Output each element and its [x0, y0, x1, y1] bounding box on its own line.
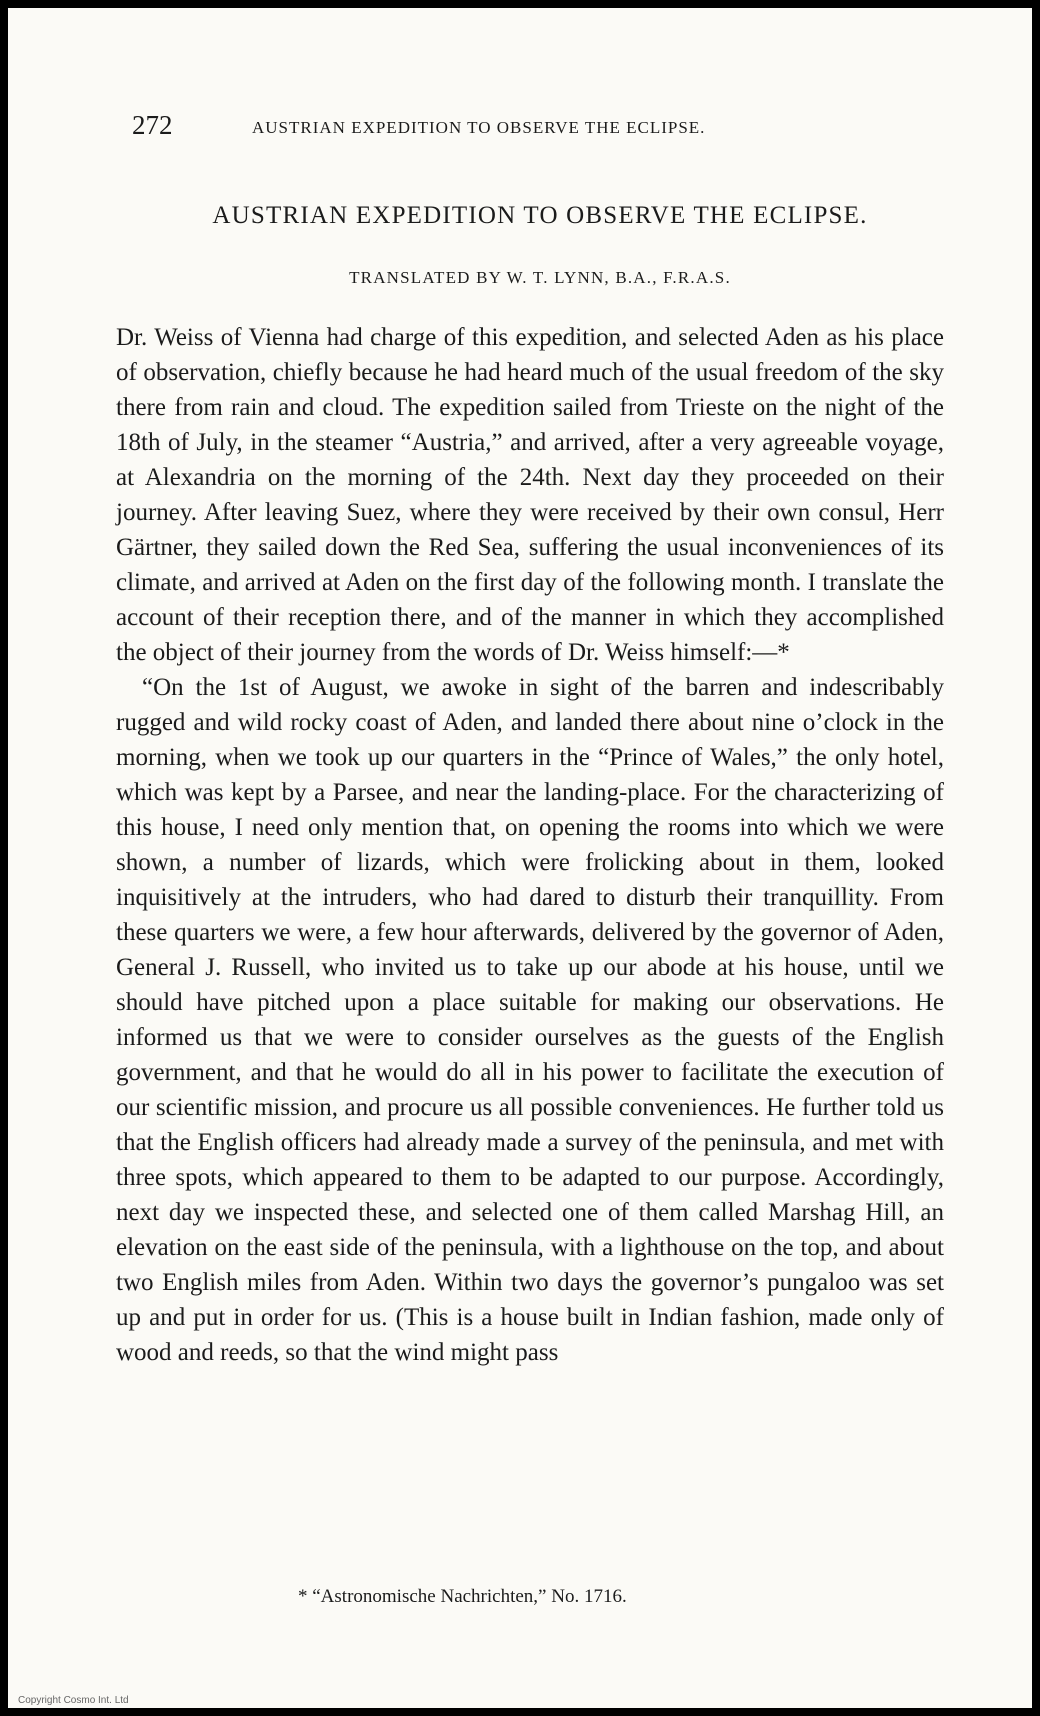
copyright-credit: Copyright Cosmo Int. Ltd	[18, 1695, 129, 1706]
document-page	[116, 110, 952, 1670]
paragraph-1: Dr. Weiss of Vienna had charge of this expedition, and selected Aden as his place of observation, chiefly because he had heard much of the usual freedom of the sky there from rain and cloud. The expedition sailed from Trieste on the night of the 18th of July, in the steamer “Austria,” and arrived, after a very agreeable voyage, at Alexandria on the morning of the 24th. Next day they proceeded on their journey. After leaving Suez, where they were received by their own consul, Herr Gärtner, they sailed down the Red Sea, suffering the usual inconveniences of its climate, and arrived at Aden on the first day of the following month. I translate the account of their reception there, and of the manner in which they accomplished the object of their journey from the words of Dr. Weiss himself:—*	[116, 324, 944, 666]
running-title: AUSTRIAN EXPEDITION TO OBSERVE THE ECLIPSE.	[252, 118, 706, 137]
page-frame	[8, 8, 1032, 1708]
paragraph-2: “On the 1st of August, we awoke in sight of the barren and indescribably rugged and wild rocky coast of Aden, and landed there about nine o’clock in the morning, when we took up our quarters in the “Prince of Wales,” the only hotel, which was kept by a Parsee, and near the landing-place. For the characterizing of this house, I need only mention that, on opening the rooms into which we were shown, a number of lizards, which were frolicking about in them, looked inquisitively at the intruders, who had dared to disturb their tranquillity. From these quarters we were, a few hour afterwards, delivered by the governor of Aden, General J. Russell, who invited us to take up our abode at his house, until we should have pitched upon a place suitable for making our observations. He informed us that we were to consider ourselves as the guests of the English government, and that he would do all in his power to facilitate the execution of our scientific mission, and procure us all possible conveniences. He further told us that the English officers had already made a survey of the peninsula, and met with three spots, which appeared to them to be adapted to our purpose. Accordingly, next day we inspected these, and selected one of them called Marshag Hill, an elevation on the east side of the peninsula, with a lighthouse on the top, and about two English miles from Aden. Within two days the governor’s pungaloo was set up and put in order for us. (This is a house built in Indian fashion, made only of wood and reeds, so that the wind might pass	[116, 674, 944, 1366]
page-number: 272	[132, 110, 173, 140]
footnote: * “Astronomische Nachrichten,” No. 1716.	[298, 1586, 627, 1607]
article-subtitle: TRANSLATED BY W. T. LYNN, B.A., F.R.A.S.	[349, 268, 731, 287]
running-head	[132, 110, 952, 150]
article-title: AUSTRIAN EXPEDITION TO OBSERVE THE ECLIPSE.	[212, 202, 868, 229]
article-body	[116, 320, 944, 1370]
